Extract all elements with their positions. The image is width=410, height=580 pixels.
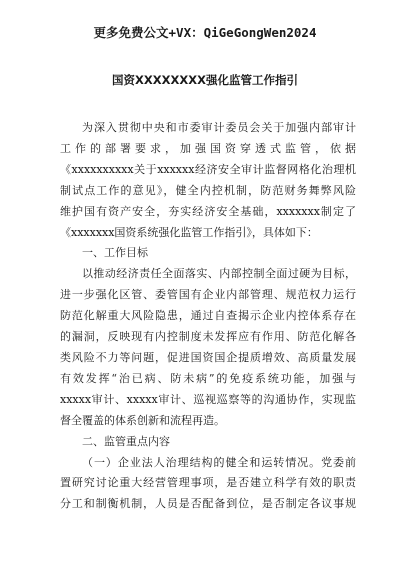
promo-header: 更多免费公文+VX：QiGeGongWen2024 xyxy=(93,25,317,40)
body-line: xxxxx审计、xxxxx审计、巡视巡察等的沟通协作，实现监 xyxy=(60,392,356,406)
body-line: 《xxxxxxxxxx关于xxxxxx经济安全审计监督网格化治理机 xyxy=(60,162,356,176)
body-line: 有效发挥“治已病、防未病”的免疫系统功能，加强与 xyxy=(60,371,356,385)
body-line: 工作的部署要求，加强国资穿透式监管，依据 xyxy=(60,141,356,155)
body-line: 进一步强化区管、委管国有企业内部管理、规范权力运行 xyxy=(60,288,356,302)
document-title: 国资XXXXXXXX强化监管工作指引 xyxy=(112,73,298,87)
body-line: 为深入贯彻中央和市委审计委员会关于加强内部审计 xyxy=(82,121,356,134)
document-body xyxy=(60,118,356,515)
body-line: 类风险不力等问题，促进国资国企提质增效、高质量发展 xyxy=(60,350,356,364)
body-line: （一）企业法人治理结构的健全和运转情况。党委前 xyxy=(82,455,356,469)
body-line: 制试点工作的意见》，健全内控机制，防范财务舞弊风险 xyxy=(60,183,356,197)
body-line: 《xxxxxxx国资系统强化监管工作指引》，具体如下： xyxy=(60,225,318,239)
body-line: 防范化解重大风险隐患，通过自查揭示企业内控体系存在 xyxy=(60,309,356,323)
body-line: 分工和制衡机制，人员是否配备到位，是否制定各议事规 xyxy=(60,497,356,511)
section-heading: 一、工作目标 xyxy=(82,246,148,260)
body-line: 以推动经济责任全面落实、内部控制全面过硬为目标， xyxy=(82,267,356,281)
body-line: 维护国有资产安全，夯实经济安全基础，xxxxxxx制定了 xyxy=(60,204,356,218)
body-line: 督全覆盖的体系创新和流程再造。 xyxy=(60,413,225,427)
body-line: 的漏洞，反映现有内控制度未发挥应有作用、防范化解各 xyxy=(60,330,356,344)
section-heading: 二、监管重点内容 xyxy=(82,434,170,448)
body-line: 置研究讨论重大经营管理事项，是否建立科学有效的职责 xyxy=(60,476,356,490)
